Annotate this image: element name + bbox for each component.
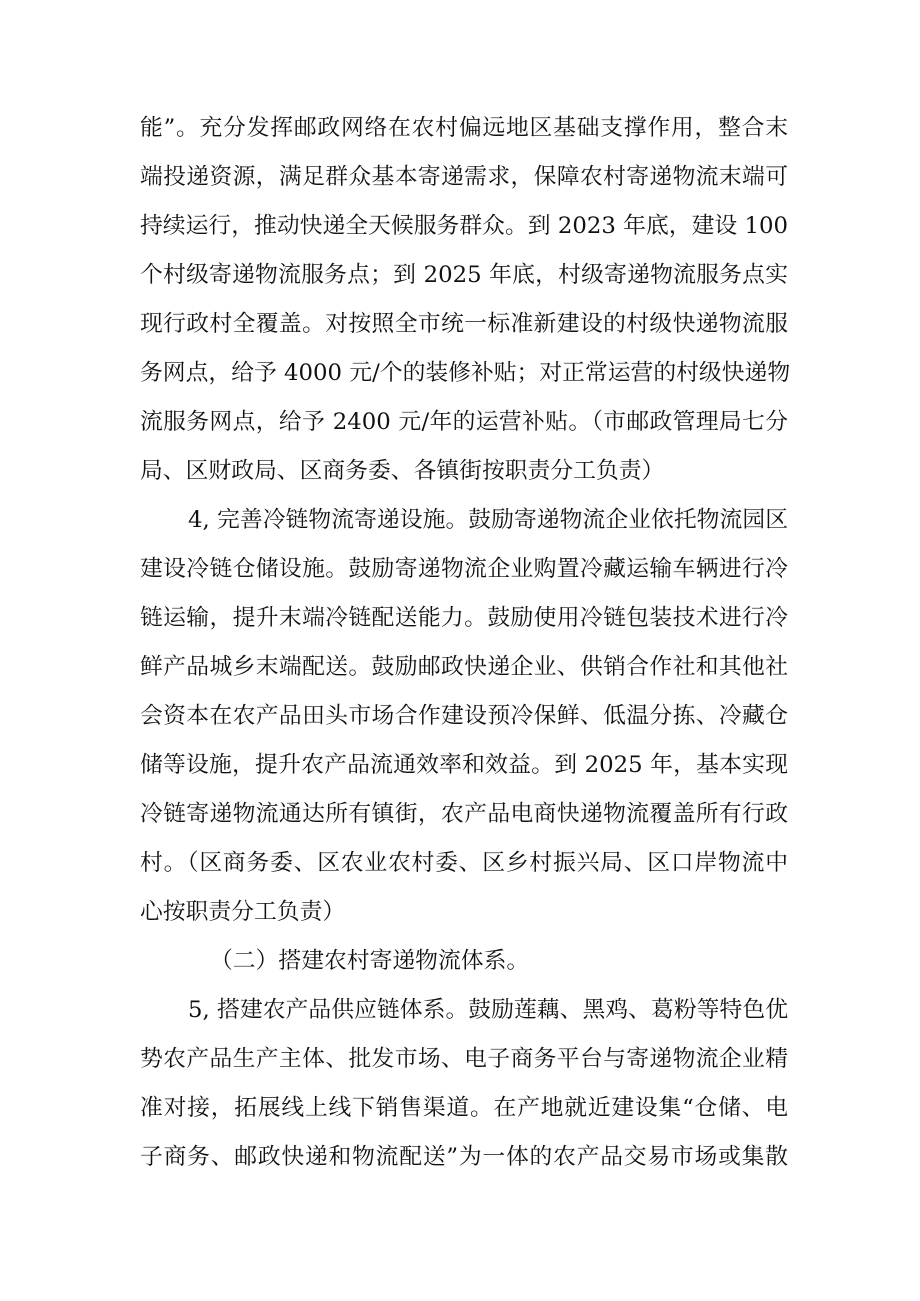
- section-heading: （二）搭建农村寄递物流体系。: [210, 948, 530, 974]
- text-line: 能”。充分发挥邮政网络在农村偏远地区基础支撑作用，整合末: [140, 115, 788, 141]
- text-line: 务网点，给予 4000 元/个的装修补贴；对正常运营的村级快递物: [140, 360, 791, 386]
- text-line: 局、区财政局、区商务委、各镇街按职责分工负责）: [140, 458, 665, 484]
- text-line: 子商务、邮政快递和物流配送”为一体的农产品交易市场或集散: [140, 1144, 788, 1170]
- text-line: 心按职责分工负责）: [140, 899, 346, 925]
- text-line: 村。（区商务委、区农业农村委、区乡村振兴局、区口岸物流中: [140, 850, 788, 876]
- paragraph-heading-5: 5, 搭建农产品供应链体系。鼓励莲藕、黑鸡、葛粉等特色优: [188, 997, 788, 1023]
- text-line: 链运输，提升末端冷链配送能力。鼓励使用冷链包装技术进行冷: [140, 605, 788, 631]
- text-line: 储等设施，提升农产品流通效率和效益。到 2025 年，基本实现: [140, 752, 788, 778]
- text-line: 现行政村全覆盖。对按照全市统一标准新建设的村级快递物流服: [140, 311, 788, 337]
- text-line: 准对接，拓展线上线下销售渠道。在产地就近建设集“仓储、电: [140, 1095, 788, 1121]
- text-line: 个村级寄递物流服务点；到 2025 年底，村级寄递物流服务点实: [140, 262, 788, 288]
- text-line: 持续运行，推动快递全天候服务群众。到 2023 年底，建设 100: [140, 213, 788, 239]
- text-line: 端投递资源，满足群众基本寄递需求，保障农村寄递物流末端可: [140, 164, 788, 190]
- text-line: 流服务网点，给予 2400 元/年的运营补贴。（市邮政管理局七分: [140, 409, 788, 435]
- paragraph-heading-4: 4, 完善冷链物流寄递设施。鼓励寄递物流企业依托物流园区: [188, 507, 788, 533]
- text-line: 鲜产品城乡末端配送。鼓励邮政快递企业、供销合作社和其他社: [140, 654, 788, 680]
- text-line: 势农产品生产主体、批发市场、电子商务平台与寄递物流企业精: [140, 1046, 788, 1072]
- text-line: 会资本在农产品田头市场合作建设预冷保鲜、低温分拣、冷藏仓: [140, 703, 788, 729]
- text-line: 建设冷链仓储设施。鼓励寄递物流企业购置冷藏运输车辆进行冷: [140, 556, 788, 582]
- text-line: 冷链寄递物流通达所有镇街，农产品电商快递物流覆盖所有行政: [140, 801, 788, 827]
